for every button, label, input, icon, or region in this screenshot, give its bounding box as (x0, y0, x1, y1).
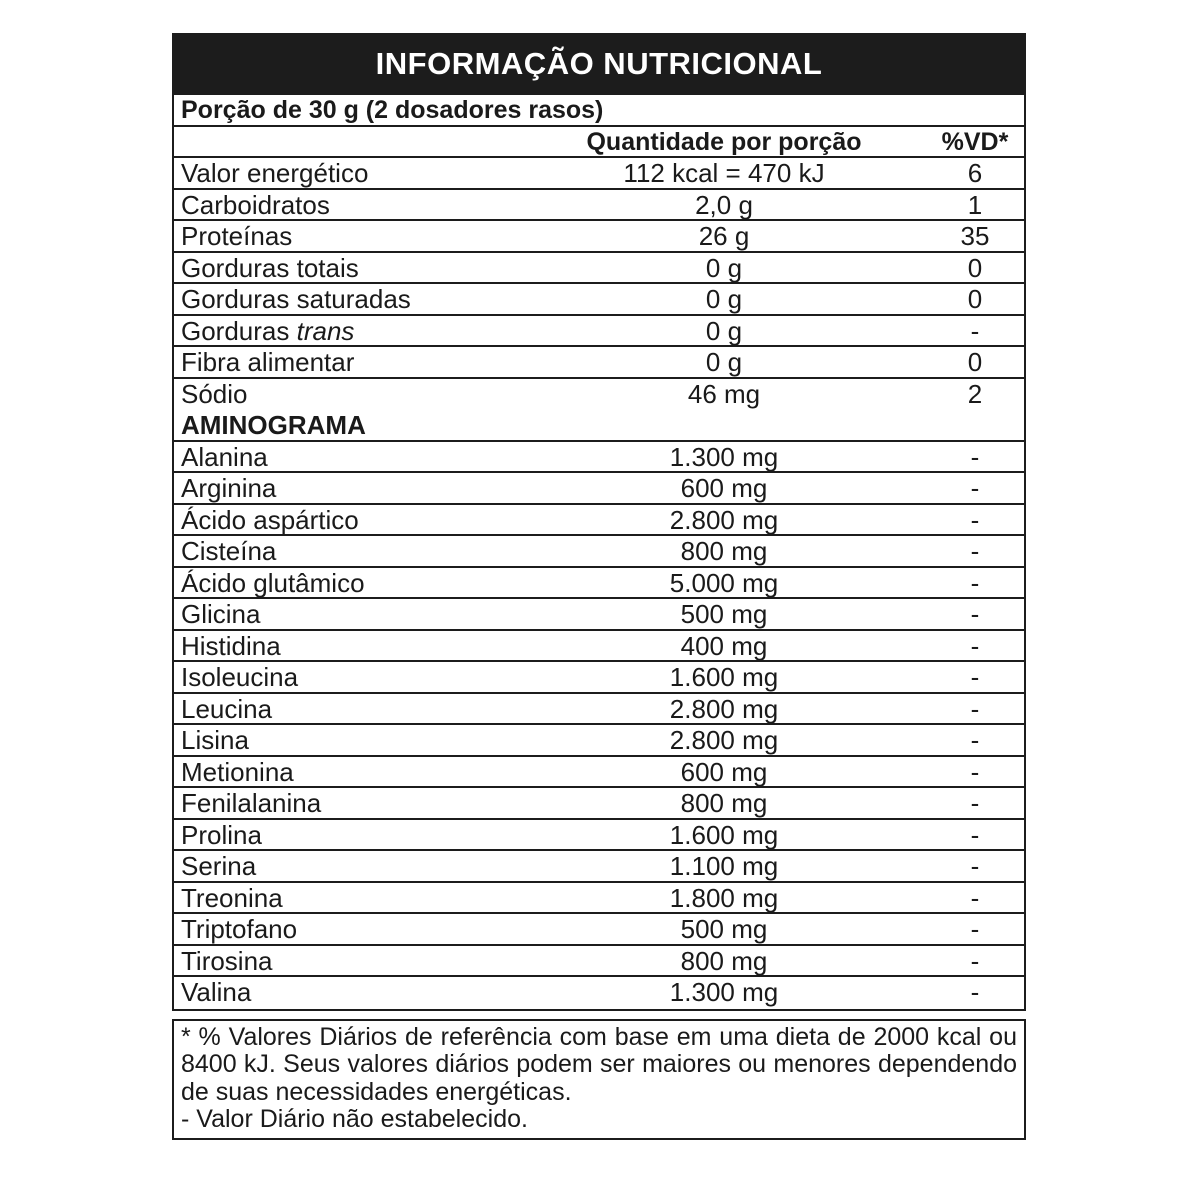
amino-row-name (181, 851, 256, 881)
nutrient-row-dv: - (970, 315, 980, 346)
nutrient-row-dv: 35 (960, 221, 990, 251)
aminogram-title: AMINOGRAMA (181, 410, 366, 440)
nutrient-row-name-text: Fibra alimentar (181, 347, 355, 377)
footnote-not-established: - Valor Diário não estabelecido. (181, 1105, 528, 1133)
nutrient-row-dv: 0 (967, 347, 983, 377)
amino-row-name (181, 473, 276, 503)
nutrient-row-quantity: 0 g (705, 284, 743, 314)
amino-row-name (181, 536, 276, 566)
amino-row-name-text: Tirosina (181, 945, 273, 976)
portion-row (174, 95, 1024, 127)
amino-row-name (181, 599, 260, 629)
amino-row-name (181, 757, 294, 787)
amino-row-quantity: 5.000 mg (669, 567, 779, 598)
amino-row-quantity: 600 mg (680, 473, 768, 503)
amino-row-dv: - (970, 630, 980, 661)
portion-text: Porção de 30 g (2 dosadores rasos) (181, 96, 604, 124)
amino-row (174, 505, 1024, 537)
nutrient-row-dv: 2 (967, 378, 983, 409)
nutrient-row-quantity: 2,0 g (695, 189, 753, 220)
nutrient-row (174, 221, 1024, 253)
amino-row-name-text: Valina (181, 977, 252, 1007)
nutrient-row-dv: 0 (967, 284, 983, 314)
amino-row-name-text: Ácido glutâmico (181, 567, 365, 598)
aminogram-rows (174, 442, 1024, 1009)
amino-row (174, 725, 1024, 757)
amino-row (174, 473, 1024, 505)
amino-row-quantity: 1.300 mg (669, 977, 779, 1007)
amino-row-name (181, 725, 249, 755)
nutrient-row (174, 253, 1024, 285)
nutrient-row (174, 284, 1024, 316)
amino-row-dv: - (970, 756, 980, 787)
nutrient-row-name (181, 253, 359, 283)
nutrient-row-name (181, 316, 354, 346)
label-title: INFORMAÇÃO NUTRICIONAL (172, 33, 1026, 95)
nutrient-row-name (181, 221, 292, 251)
amino-row (174, 631, 1024, 663)
nutrient-row (174, 190, 1024, 222)
nutrient-row-name (181, 190, 330, 220)
nutrient-row-name (181, 347, 354, 377)
amino-row (174, 914, 1024, 946)
amino-row-name (181, 694, 272, 724)
nutrient-row-name (181, 379, 248, 409)
quantity-column-header: Quantidade por porção (586, 127, 862, 156)
nutrient-row-quantity: 0 g (705, 252, 743, 283)
amino-row (174, 662, 1024, 694)
nutrient-row-name-text: Sódio (181, 378, 248, 409)
nutrient-row-dv: 6 (967, 158, 983, 188)
nutrient-row (174, 158, 1024, 190)
nutrient-row-quantity: 46 mg (687, 378, 761, 409)
amino-row-dv: - (970, 693, 980, 724)
amino-row (174, 977, 1024, 1009)
nutrient-row-quantity: 112 kcal = 470 kJ (623, 158, 825, 188)
amino-row-name-text: Prolina (181, 819, 262, 850)
nutrient-row-name-text: Gorduras (181, 315, 290, 346)
amino-row-name (181, 883, 283, 913)
amino-row-dv: - (970, 567, 980, 598)
amino-row-dv: - (970, 945, 980, 976)
amino-row-dv: - (970, 977, 980, 1007)
amino-row-dv: - (970, 504, 980, 535)
nutrient-row-quantity: 0 g (705, 347, 743, 377)
nutrient-row-name-text: Valor energético (181, 158, 369, 188)
amino-row-quantity: 2.800 mg (669, 693, 779, 724)
amino-row (174, 599, 1024, 631)
amino-row-name (181, 631, 281, 661)
nutrient-row-quantity: 26 g (698, 221, 750, 251)
amino-row (174, 442, 1024, 474)
amino-row-quantity: 600 mg (680, 756, 768, 787)
nutrition-facts-label (172, 33, 1026, 1140)
amino-row-name-text: Serina (181, 851, 257, 881)
amino-row-name-text: Triptofano (181, 914, 298, 944)
amino-row (174, 536, 1024, 568)
nutrient-row (174, 347, 1024, 379)
amino-row (174, 883, 1024, 915)
nutrient-row-name (181, 284, 411, 314)
amino-row-quantity: 500 mg (680, 599, 768, 629)
amino-row-name (181, 977, 251, 1007)
amino-row-dv: - (970, 819, 980, 850)
amino-row-name (181, 505, 359, 535)
amino-row-name-text: Alanina (181, 441, 268, 472)
amino-row-name (181, 914, 297, 944)
amino-row-quantity: 800 mg (680, 536, 768, 566)
nutrient-row-dv: 0 (967, 252, 983, 283)
nutrient-row-dv: 1 (967, 189, 983, 220)
amino-row-dv: - (970, 725, 980, 755)
amino-row (174, 946, 1024, 978)
nutrient-row-name-italic: trans (296, 315, 355, 346)
nutrient-row (174, 316, 1024, 348)
amino-row-quantity: 1.100 mg (669, 851, 779, 881)
amino-row-name-text: Lisina (181, 725, 249, 755)
amino-row-name-text: Treonina (181, 882, 283, 913)
nutrient-row-name-text: Proteínas (181, 221, 293, 251)
amino-row-name-text: Arginina (181, 473, 277, 503)
amino-row-name-text: Metionina (181, 756, 294, 787)
amino-row-dv: - (970, 882, 980, 913)
nutrient-rows (174, 158, 1024, 410)
dv-column-header: %VD* (941, 127, 1009, 156)
amino-row-dv: - (970, 473, 980, 503)
nutrient-row-name-text: Gorduras saturadas (181, 284, 411, 314)
amino-row-name-text: Ácido aspártico (181, 504, 359, 535)
amino-row (174, 757, 1024, 789)
amino-row-name (181, 568, 365, 598)
amino-row-quantity: 800 mg (680, 945, 768, 976)
aminogram-header-row (174, 410, 1024, 442)
amino-row-quantity: 1.800 mg (669, 882, 779, 913)
column-header-row (174, 127, 1024, 159)
amino-row-name (181, 946, 273, 976)
nutrient-row-quantity: 0 g (705, 315, 743, 346)
nutrient-row (174, 379, 1024, 411)
amino-row-dv: - (970, 441, 980, 472)
footnote (172, 1019, 1026, 1140)
amino-row-name-text: Cisteína (181, 536, 277, 566)
amino-row-quantity: 2.800 mg (669, 504, 779, 535)
amino-row-name-text: Isoleucina (181, 662, 299, 692)
amino-row-dv: - (970, 914, 980, 944)
amino-row-dv: - (970, 536, 980, 566)
amino-row-dv: - (970, 851, 980, 881)
amino-row-dv: - (970, 662, 980, 692)
nutrient-row-name-text: Gorduras totais (181, 252, 359, 283)
amino-row (174, 851, 1024, 883)
nutrient-row-name (181, 158, 368, 188)
amino-row-quantity: 800 mg (680, 788, 768, 818)
amino-row-name-text: Leucina (181, 693, 273, 724)
amino-row-name (181, 662, 298, 692)
amino-row-quantity: 1.300 mg (669, 441, 779, 472)
amino-row-name-text: Fenilalanina (181, 788, 322, 818)
amino-row (174, 694, 1024, 726)
nutrient-row-name-text: Carboidratos (181, 189, 330, 220)
amino-row-name (181, 788, 321, 818)
amino-row-name (181, 442, 268, 472)
amino-row (174, 820, 1024, 852)
amino-row-quantity: 1.600 mg (669, 662, 779, 692)
amino-row-name-text: Histidina (181, 630, 281, 661)
amino-row-quantity: 1.600 mg (669, 819, 779, 850)
amino-row-quantity: 2.800 mg (669, 725, 779, 755)
nutrition-table (172, 95, 1026, 1011)
amino-row-dv: - (970, 599, 980, 629)
amino-row (174, 788, 1024, 820)
amino-row-name-text: Glicina (181, 599, 261, 629)
footnote-reference: * % Valores Diários de referência com base em uma dieta de 2000 kcal ou 8400 kJ. Seus valores diários podem ser maiores ou menores dependendo de suas necessidades energéticas. (181, 1022, 1017, 1106)
amino-row (174, 568, 1024, 600)
amino-row-quantity: 500 mg (680, 914, 768, 944)
amino-row-dv: - (970, 788, 980, 818)
amino-row-quantity: 400 mg (680, 630, 768, 661)
amino-row-name (181, 820, 262, 850)
